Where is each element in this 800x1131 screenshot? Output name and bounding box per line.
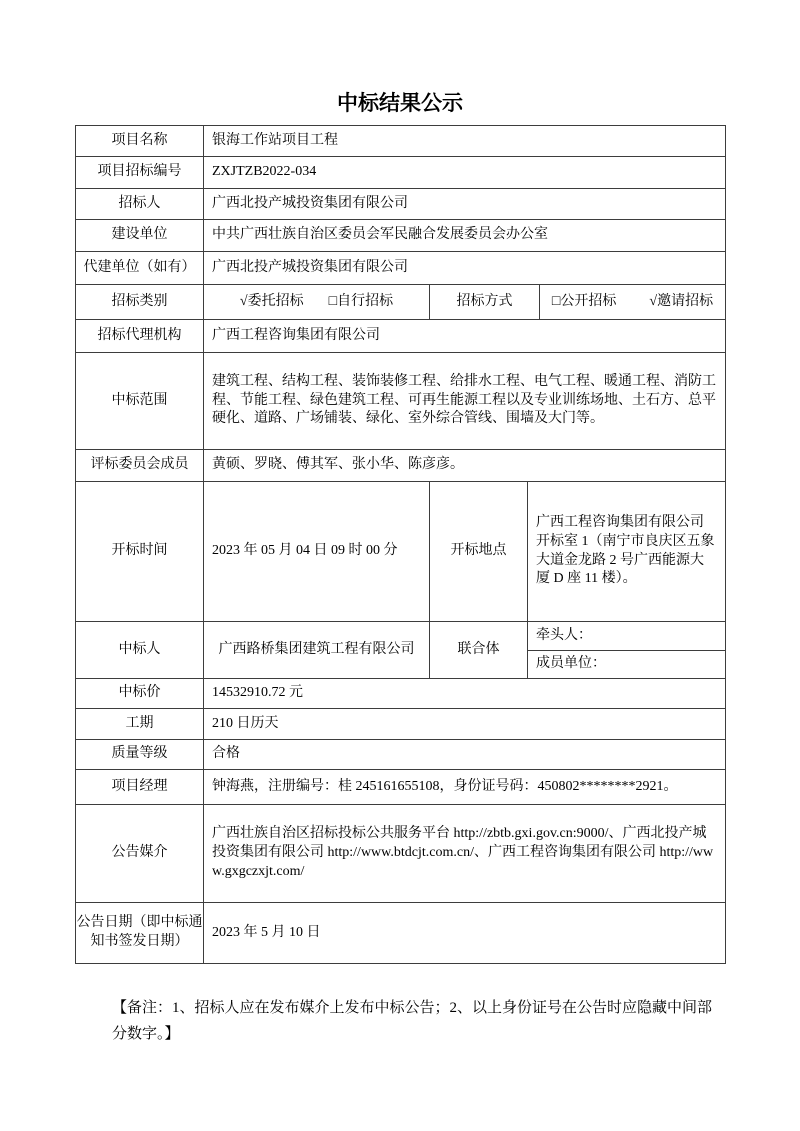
delegated-tender-label: 委托招标 (247, 293, 304, 309)
winner-label: 中标人 (76, 622, 204, 679)
table-row (76, 189, 726, 220)
announcement-media-value: 广西壮族自治区招标投标公共服务平台 http://zbtb.gxi.gov.cn:9000/、广西北投产城投资集团有限公司 http://www.btdcjt.com.cn/、广西工程咨询集团有限公司 http://www.gxgczxjt.com/ (204, 805, 726, 903)
construction-unit-label: 建设单位 (76, 220, 204, 252)
checkbox-unchecked-mark: □ (551, 293, 561, 309)
agency-value: 广西工程咨询集团有限公司 (204, 320, 726, 353)
bid-opening-place-value: 广西工程咨询集团有限公司开标室 1（南宁市良庆区五象大道金龙路 2 号广西能源大厦 D 座 11 楼）。 (528, 482, 726, 622)
invited-tender-label: 邀请招标 (657, 293, 714, 309)
tender-method-label: 招标方式 (430, 285, 540, 320)
checkbox-unchecked-mark: □ (328, 293, 338, 309)
consortium-member-label: 成员单位： (528, 651, 726, 679)
bid-price-value: 14532910.72 元 (204, 679, 726, 709)
evaluation-committee-value: 黄硕、罗晓、傅其军、张小华、陈彦彦。 (204, 450, 726, 482)
table-row (76, 770, 726, 805)
tender-method-options (540, 285, 726, 320)
tender-category-label: 招标类别 (76, 285, 204, 320)
table-row (76, 252, 726, 285)
award-scope-value: 建筑工程、结构工程、装饰装修工程、给排水工程、电气工程、暖通工程、消防工程、节能工程、绿色建筑工程、可再生能源工程以及专业训练场地、土石方、总平硬化、道路、广场铺装、绿化、室外综合管线、围墙及大门等。 (204, 353, 726, 450)
project-manager-label: 项目经理 (76, 770, 204, 805)
table-row (76, 450, 726, 482)
open-tender-checkbox (552, 293, 616, 312)
tender-number-label: 项目招标编号 (76, 157, 204, 189)
table-row (76, 805, 726, 903)
project-name-value: 银海工作站项目工程 (204, 126, 726, 157)
bid-opening-time-label: 开标时间 (76, 482, 204, 622)
construction-unit-value: 中共广西壮族自治区委员会军民融合发展委员会办公室 (204, 220, 726, 252)
evaluation-committee-label: 评标委员会成员 (76, 450, 204, 482)
bid-opening-time-value: 2023 年 05 月 04 日 09 时 00 分 (204, 482, 430, 622)
winner-value: 广西路桥集团建筑工程有限公司 (204, 622, 430, 679)
announcement-media-label: 公告媒介 (76, 805, 204, 903)
announcement-date-value: 2023 年 5 月 10 日 (204, 903, 726, 964)
table-row (76, 622, 726, 651)
award-scope-label: 中标范围 (76, 353, 204, 450)
table-row (76, 126, 726, 157)
table-row (76, 353, 726, 450)
tender-number-value: ZXJTZB2022-034 (204, 157, 726, 189)
bid-price-label: 中标价 (76, 679, 204, 709)
table-row (76, 320, 726, 353)
delegated-tender-checkbox (240, 293, 304, 312)
table-row (76, 903, 726, 964)
table-row (76, 740, 726, 770)
agency-label: 招标代理机构 (76, 320, 204, 353)
quality-grade-value: 合格 (204, 740, 726, 770)
invited-tender-checkbox (649, 293, 713, 312)
page-title: 中标结果公示 (337, 91, 463, 115)
duration-label: 工期 (76, 709, 204, 740)
self-tender-label: 自行招标 (337, 293, 394, 309)
project-manager-value: 钟海燕，注册编号：桂 245161655108，身份证号码：450802********2921。 (204, 770, 726, 805)
table-row (76, 285, 726, 320)
announcement-date-label: 公告日期（即中标通知书签发日期） (76, 903, 204, 964)
remark-note: 【备注：1、招标人应在发布媒介上发布中标公告；2、以上身份证号在公告时应隐藏中间部分数字。】 (112, 1000, 713, 1042)
table-row (76, 220, 726, 252)
tenderer-label: 招标人 (76, 189, 204, 220)
award-result-table (75, 125, 726, 964)
duration-value: 210 日历天 (204, 709, 726, 740)
project-name-label: 项目名称 (76, 126, 204, 157)
consortium-leader-label: 牵头人： (528, 622, 726, 651)
checkbox-checked-mark: √ (649, 293, 658, 309)
tenderer-value: 广西北投产城投资集团有限公司 (204, 189, 726, 220)
table-row (76, 709, 726, 740)
tender-category-options (204, 285, 430, 320)
agent-build-unit-value: 广西北投产城投资集团有限公司 (204, 252, 726, 285)
quality-grade-label: 质量等级 (76, 740, 204, 770)
self-tender-checkbox (329, 293, 393, 312)
checkbox-checked-mark: √ (239, 293, 248, 309)
table-row (76, 679, 726, 709)
table-row (76, 482, 726, 622)
bid-opening-place-label: 开标地点 (430, 482, 528, 622)
table-row (76, 157, 726, 189)
agent-build-unit-label: 代建单位（如有） (76, 252, 204, 285)
open-tender-label: 公开招标 (560, 293, 617, 309)
consortium-label: 联合体 (430, 622, 528, 679)
